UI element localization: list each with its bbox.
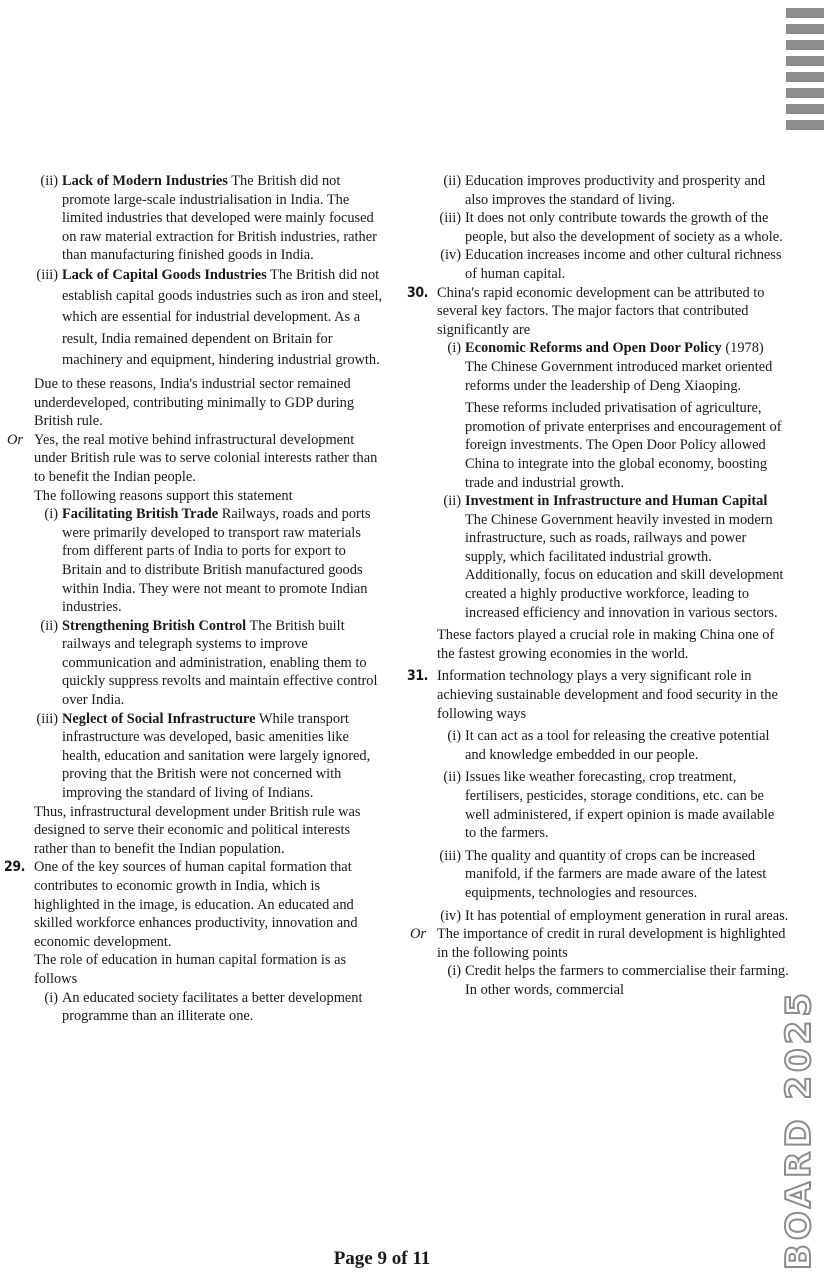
item-heading: Strengthening British Control — [62, 617, 247, 634]
list-item — [34, 265, 384, 371]
list-item — [437, 172, 789, 209]
list-item — [437, 962, 789, 999]
item-text: Issues like weather forecasting, crop treatment, fertilisers, pesticides, storage conditions, etc. can be well administered, if expert opinion is made available to the farmers. — [465, 769, 775, 842]
list-item — [437, 209, 789, 246]
item-text: It has potential of employment generation in rural areas. — [465, 907, 789, 924]
left-column — [4, 172, 384, 1026]
sidebar-stripe — [786, 8, 824, 18]
page-number: Page 9 of 11 — [333, 1248, 431, 1269]
item-number: (ii) — [40, 617, 58, 634]
paragraph: Yes, the real motive behind infrastructural development under British rule was to serve colonial interests rather than to benefit the Indian people. — [34, 431, 378, 485]
list-item — [437, 339, 789, 395]
paragraph: Due to these reasons, India's industrial sector remained underdeveloped, contributing minimally to GDP during British rule. — [34, 375, 355, 430]
item-text: The British did not establish capital goods industries such as iron and steel, which are essential for industrial development. As a result, India remained dependent on Britain for machinery and equipment, hindering industrial growth. — [62, 266, 383, 368]
list-item — [437, 246, 789, 283]
sidebar-stripe — [786, 72, 824, 82]
question-number: 31. — [407, 668, 428, 685]
or-answer — [410, 925, 789, 962]
or-label: Or — [7, 431, 23, 448]
item-heading: Neglect of Social Infrastructure — [62, 710, 256, 727]
item-number: (ii) — [443, 173, 461, 189]
item-text: Education increases income and other cultural richness of human capital. — [465, 247, 782, 282]
paragraph: These factors played a crucial role in making China one of the fastest growing economies in the world. — [437, 627, 775, 662]
item-text: It does not only contribute towards the growth of the people, but also the development of society as a whole. — [465, 210, 783, 245]
list-item — [34, 617, 384, 710]
question-30 — [407, 284, 789, 340]
sidebar-stripe — [786, 24, 824, 34]
item-number: (i) — [447, 963, 461, 980]
item-heading: Economic Reforms and Open Door Policy — [465, 340, 722, 357]
sidebar-stripe — [786, 40, 824, 50]
item-text: An educated society facilitates a better development programme than an illiterate one. — [62, 989, 363, 1025]
item-number: (iii) — [439, 847, 461, 864]
item-text: The quality and quantity of crops can be increased manifold, if the farmers are made aware of the latest equipments, technologies and resources. — [465, 847, 767, 901]
or-label: Or — [410, 926, 426, 943]
item-number: (iii) — [439, 210, 461, 227]
item-number: (i) — [44, 989, 58, 1006]
paragraph: Thus, infrastructural development under British rule was designed to serve their economic and political interests rather than to benefit the Indian population. — [34, 803, 361, 857]
item-number: (iv) — [440, 247, 461, 264]
sidebar-stripe — [786, 56, 824, 66]
board-year-label: BOARD 2025 — [779, 988, 819, 1270]
list-item — [34, 172, 384, 265]
list-item — [437, 907, 789, 926]
list-item — [34, 505, 384, 617]
item-text: It can act as a tool for releasing the creative potential and knowledge embedded in our people. — [465, 728, 770, 763]
item-text: The Chinese Government heavily invested in modern infrastructure, such as roads, railways and power supply, which facilitated industrial growth. Additionally, focus on education and skill development created a highly productive workforce, leading to increased efficiency and innovation in various sectors. — [465, 511, 784, 621]
item-number: (ii) — [40, 173, 58, 189]
sidebar-decoration — [779, 0, 824, 1280]
question-31 — [407, 667, 789, 723]
list-item — [437, 492, 789, 622]
item-text: The British did not promote large-scale industrialisation in India. The limited industries that developed were mainly focused on raw material extraction for British industries, rather than manufacturing finished goods in India. — [62, 173, 377, 264]
right-column — [407, 172, 789, 1000]
item-text: Credit helps the farmers to commercialise their farming. In other words, commercial — [465, 963, 789, 998]
item-number: (i) — [447, 728, 461, 745]
item-number: (ii) — [443, 493, 461, 510]
item-text: Education improves productivity and prosperity and also improves the standard of living. — [465, 173, 766, 208]
item-number: (i) — [447, 340, 461, 357]
item-heading: Lack of Capital Goods Industries — [62, 266, 267, 283]
paragraph: One of the key sources of human capital formation that contributes to economic growth in India, which is highlighted in the image, is education. An educated and skilled workforce enhances productivity, innovation and economic development. — [34, 859, 358, 950]
item-number: (iii) — [36, 266, 58, 283]
paragraph: China's rapid economic development can be attributed to several key factors. The major factors that contributed significantly are — [437, 284, 765, 338]
item-number: (iv) — [440, 907, 461, 924]
item-heading: Lack of Modern Industries — [62, 173, 228, 189]
paragraph: The following reasons support this statement — [34, 487, 293, 504]
paragraph: The importance of credit in rural development is highlighted in the following points — [437, 926, 786, 961]
sidebar-stripe — [786, 120, 824, 130]
item-text: (1978) The Chinese Government introduced market oriented reforms under the leadership of Deng Xiaoping. — [465, 340, 773, 394]
list-item — [34, 710, 384, 803]
paragraph: The role of education in human capital formation is as follows — [34, 952, 347, 987]
item-number: (i) — [44, 506, 58, 523]
sidebar-stripe — [786, 88, 824, 98]
item-text: While transport infrastructure was developed, basic amenities like health, education and sanitation were largely ignored, proving that the British were not concerned with improving the standard of living of Indians. — [62, 710, 371, 802]
item-heading: Investment in Infrastructure and Human Capital — [465, 493, 768, 510]
list-item — [34, 989, 384, 1026]
item-number: (iii) — [36, 710, 58, 727]
list-item-paragraph — [437, 399, 789, 492]
item-text: These reforms included privatisation of agriculture, promotion of private enterprises and encouragement of foreign investments. The Open Door Policy allowed China to integrate into the global economy, boosting trade and industrial growth. — [465, 400, 782, 491]
question-29 — [4, 858, 384, 951]
item-text: The British built railways and telegraph systems to improve communication and administration, enabling them to quickly suppress revolts and maintain effective control over India. — [62, 617, 378, 709]
item-heading: Facilitating British Trade — [62, 506, 219, 523]
question-number: 29. — [4, 859, 25, 876]
sidebar-stripe — [786, 104, 824, 114]
paragraph: Information technology plays a very significant role in achieving sustainable development and food security in the following ways — [437, 668, 778, 722]
list-item — [437, 847, 789, 903]
item-text: Railways, roads and ports were primarily developed to transport raw materials from different parts of India to ports for export to Britain and to distribute British manufactured goods within India. They were not meant to promote Indian industries. — [62, 506, 371, 616]
question-number: 30. — [407, 284, 428, 301]
item-number: (ii) — [443, 769, 461, 786]
or-answer — [7, 431, 384, 487]
list-item — [437, 727, 789, 764]
list-item — [437, 768, 789, 842]
